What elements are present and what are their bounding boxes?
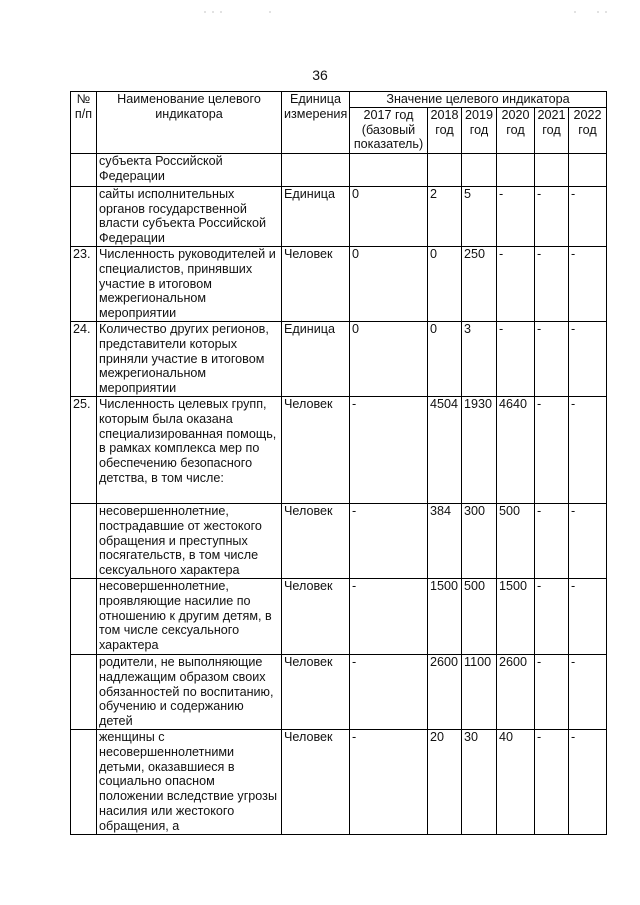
cell-v2022: - — [569, 246, 607, 321]
header-year-2019: 2019 год — [462, 107, 497, 153]
cell-name: Численность целевых групп, которым была оказана специализированная помощь, в рамках комплекса мер по обеспечению безопасного детства, в том числе: — [97, 396, 282, 503]
cell-num: 23. — [71, 246, 97, 321]
cell-v2018: 0 — [428, 321, 462, 396]
cell-unit: Человек — [282, 396, 350, 503]
cell-v2018: 4504 — [428, 396, 462, 503]
table-row — [71, 654, 607, 729]
table-body — [71, 153, 607, 834]
cell-v2021: - — [535, 729, 569, 834]
cell-v2019: 30 — [462, 729, 497, 834]
header-year-2021: 2021 год — [535, 107, 569, 153]
cell-num: 25. — [71, 396, 97, 503]
cell-v2022 — [569, 153, 607, 186]
cell-name: несовершеннолетние, пострадавшие от жестокого обращения и преступных посягательств, в том числе сексуального характера — [97, 503, 282, 578]
cell-v2022: - — [569, 321, 607, 396]
table-row — [71, 503, 607, 578]
cell-unit: Человек — [282, 246, 350, 321]
header-name: Наименование целевого индикатора — [97, 92, 282, 154]
cell-unit: Единица — [282, 321, 350, 396]
page-number: 36 — [312, 67, 328, 83]
header-year-2022: 2022 год — [569, 107, 607, 153]
cell-v2020: - — [497, 186, 535, 246]
cell-num — [71, 186, 97, 246]
cell-v2017: - — [350, 396, 428, 503]
table-row — [71, 396, 607, 503]
cell-v2017: - — [350, 654, 428, 729]
cell-v2020: - — [497, 321, 535, 396]
cell-v2017: - — [350, 729, 428, 834]
cell-v2019 — [462, 153, 497, 186]
cell-v2021: - — [535, 654, 569, 729]
cell-v2020: 4640 — [497, 396, 535, 503]
cell-v2021: - — [535, 246, 569, 321]
cell-name: субъекта Российской Федерации — [97, 153, 282, 186]
header-year-2018: 2018 год — [428, 107, 462, 153]
header-unit: Единица измерения — [282, 92, 350, 154]
cell-v2022: - — [569, 729, 607, 834]
table-row — [71, 186, 607, 246]
indicator-table — [70, 91, 607, 835]
cell-v2021: - — [535, 186, 569, 246]
cell-name: сайты исполнительных органов государственной власти субъекта Российской Федерации — [97, 186, 282, 246]
cell-v2020 — [497, 153, 535, 186]
header-row-1 — [71, 92, 607, 108]
cell-v2020: 1500 — [497, 578, 535, 654]
cell-v2020: 2600 — [497, 654, 535, 729]
cell-v2018: 2600 — [428, 654, 462, 729]
cell-v2017 — [350, 153, 428, 186]
cell-v2020: 500 — [497, 503, 535, 578]
cell-v2017: 0 — [350, 246, 428, 321]
cell-v2019: 500 — [462, 578, 497, 654]
cell-v2019: 1100 — [462, 654, 497, 729]
cell-name: родители, не выполняющие надлежащим образом своих обязанностей по воспитанию, обучению и содержанию детей — [97, 654, 282, 729]
table-row — [71, 246, 607, 321]
table-row — [71, 578, 607, 654]
cell-unit — [282, 153, 350, 186]
table-row — [71, 321, 607, 396]
cell-num — [71, 729, 97, 834]
cell-unit: Человек — [282, 729, 350, 834]
cell-v2017: - — [350, 503, 428, 578]
header-year-2017: 2017 год (базовый показатель) — [350, 107, 428, 153]
cell-unit: Человек — [282, 578, 350, 654]
cell-v2019: 5 — [462, 186, 497, 246]
cell-num: 24. — [71, 321, 97, 396]
cell-v2017: 0 — [350, 321, 428, 396]
cell-v2021: - — [535, 578, 569, 654]
cell-num — [71, 654, 97, 729]
cell-unit: Единица — [282, 186, 350, 246]
cell-num — [71, 153, 97, 186]
header-num: № п/п — [71, 92, 97, 154]
header-values-group: Значение целевого индикатора — [350, 92, 607, 108]
cell-v2021: - — [535, 396, 569, 503]
cell-v2022: - — [569, 186, 607, 246]
cell-v2018: 0 — [428, 246, 462, 321]
cell-v2020: - — [497, 246, 535, 321]
cell-v2020: 40 — [497, 729, 535, 834]
cell-name: несовершеннолетние, проявляющие насилие по отношению к другим детям, в том числе сексуального характера — [97, 578, 282, 654]
cell-name: женщины с несовершеннолетними детьми, оказавшиеся в социально опасном положении вследствие угрозы насилия или жестокого обращения, а — [97, 729, 282, 834]
cell-v2019: 250 — [462, 246, 497, 321]
cell-v2019: 3 — [462, 321, 497, 396]
cell-v2018 — [428, 153, 462, 186]
scan-specks — [0, 8, 640, 18]
cell-num — [71, 503, 97, 578]
cell-num — [71, 578, 97, 654]
cell-v2018: 20 — [428, 729, 462, 834]
table-row — [71, 729, 607, 834]
cell-v2022: - — [569, 503, 607, 578]
cell-v2022: - — [569, 396, 607, 503]
cell-v2018: 1500 — [428, 578, 462, 654]
cell-name: Количество других регионов, представители которых приняли участие в итоговом межрегиональном мероприятии — [97, 321, 282, 396]
cell-v2018: 384 — [428, 503, 462, 578]
cell-v2022: - — [569, 578, 607, 654]
cell-v2021 — [535, 153, 569, 186]
cell-v2018: 2 — [428, 186, 462, 246]
cell-unit: Человек — [282, 654, 350, 729]
table-row — [71, 153, 607, 186]
cell-v2017: 0 — [350, 186, 428, 246]
cell-v2017: - — [350, 578, 428, 654]
cell-v2021: - — [535, 503, 569, 578]
cell-v2019: 300 — [462, 503, 497, 578]
cell-v2022: - — [569, 654, 607, 729]
cell-name: Численность руководителей и специалистов, принявших участие в итоговом межрегиональном мероприятии — [97, 246, 282, 321]
cell-v2021: - — [535, 321, 569, 396]
cell-unit: Человек — [282, 503, 350, 578]
cell-v2019: 1930 — [462, 396, 497, 503]
header-year-2020: 2020 год — [497, 107, 535, 153]
